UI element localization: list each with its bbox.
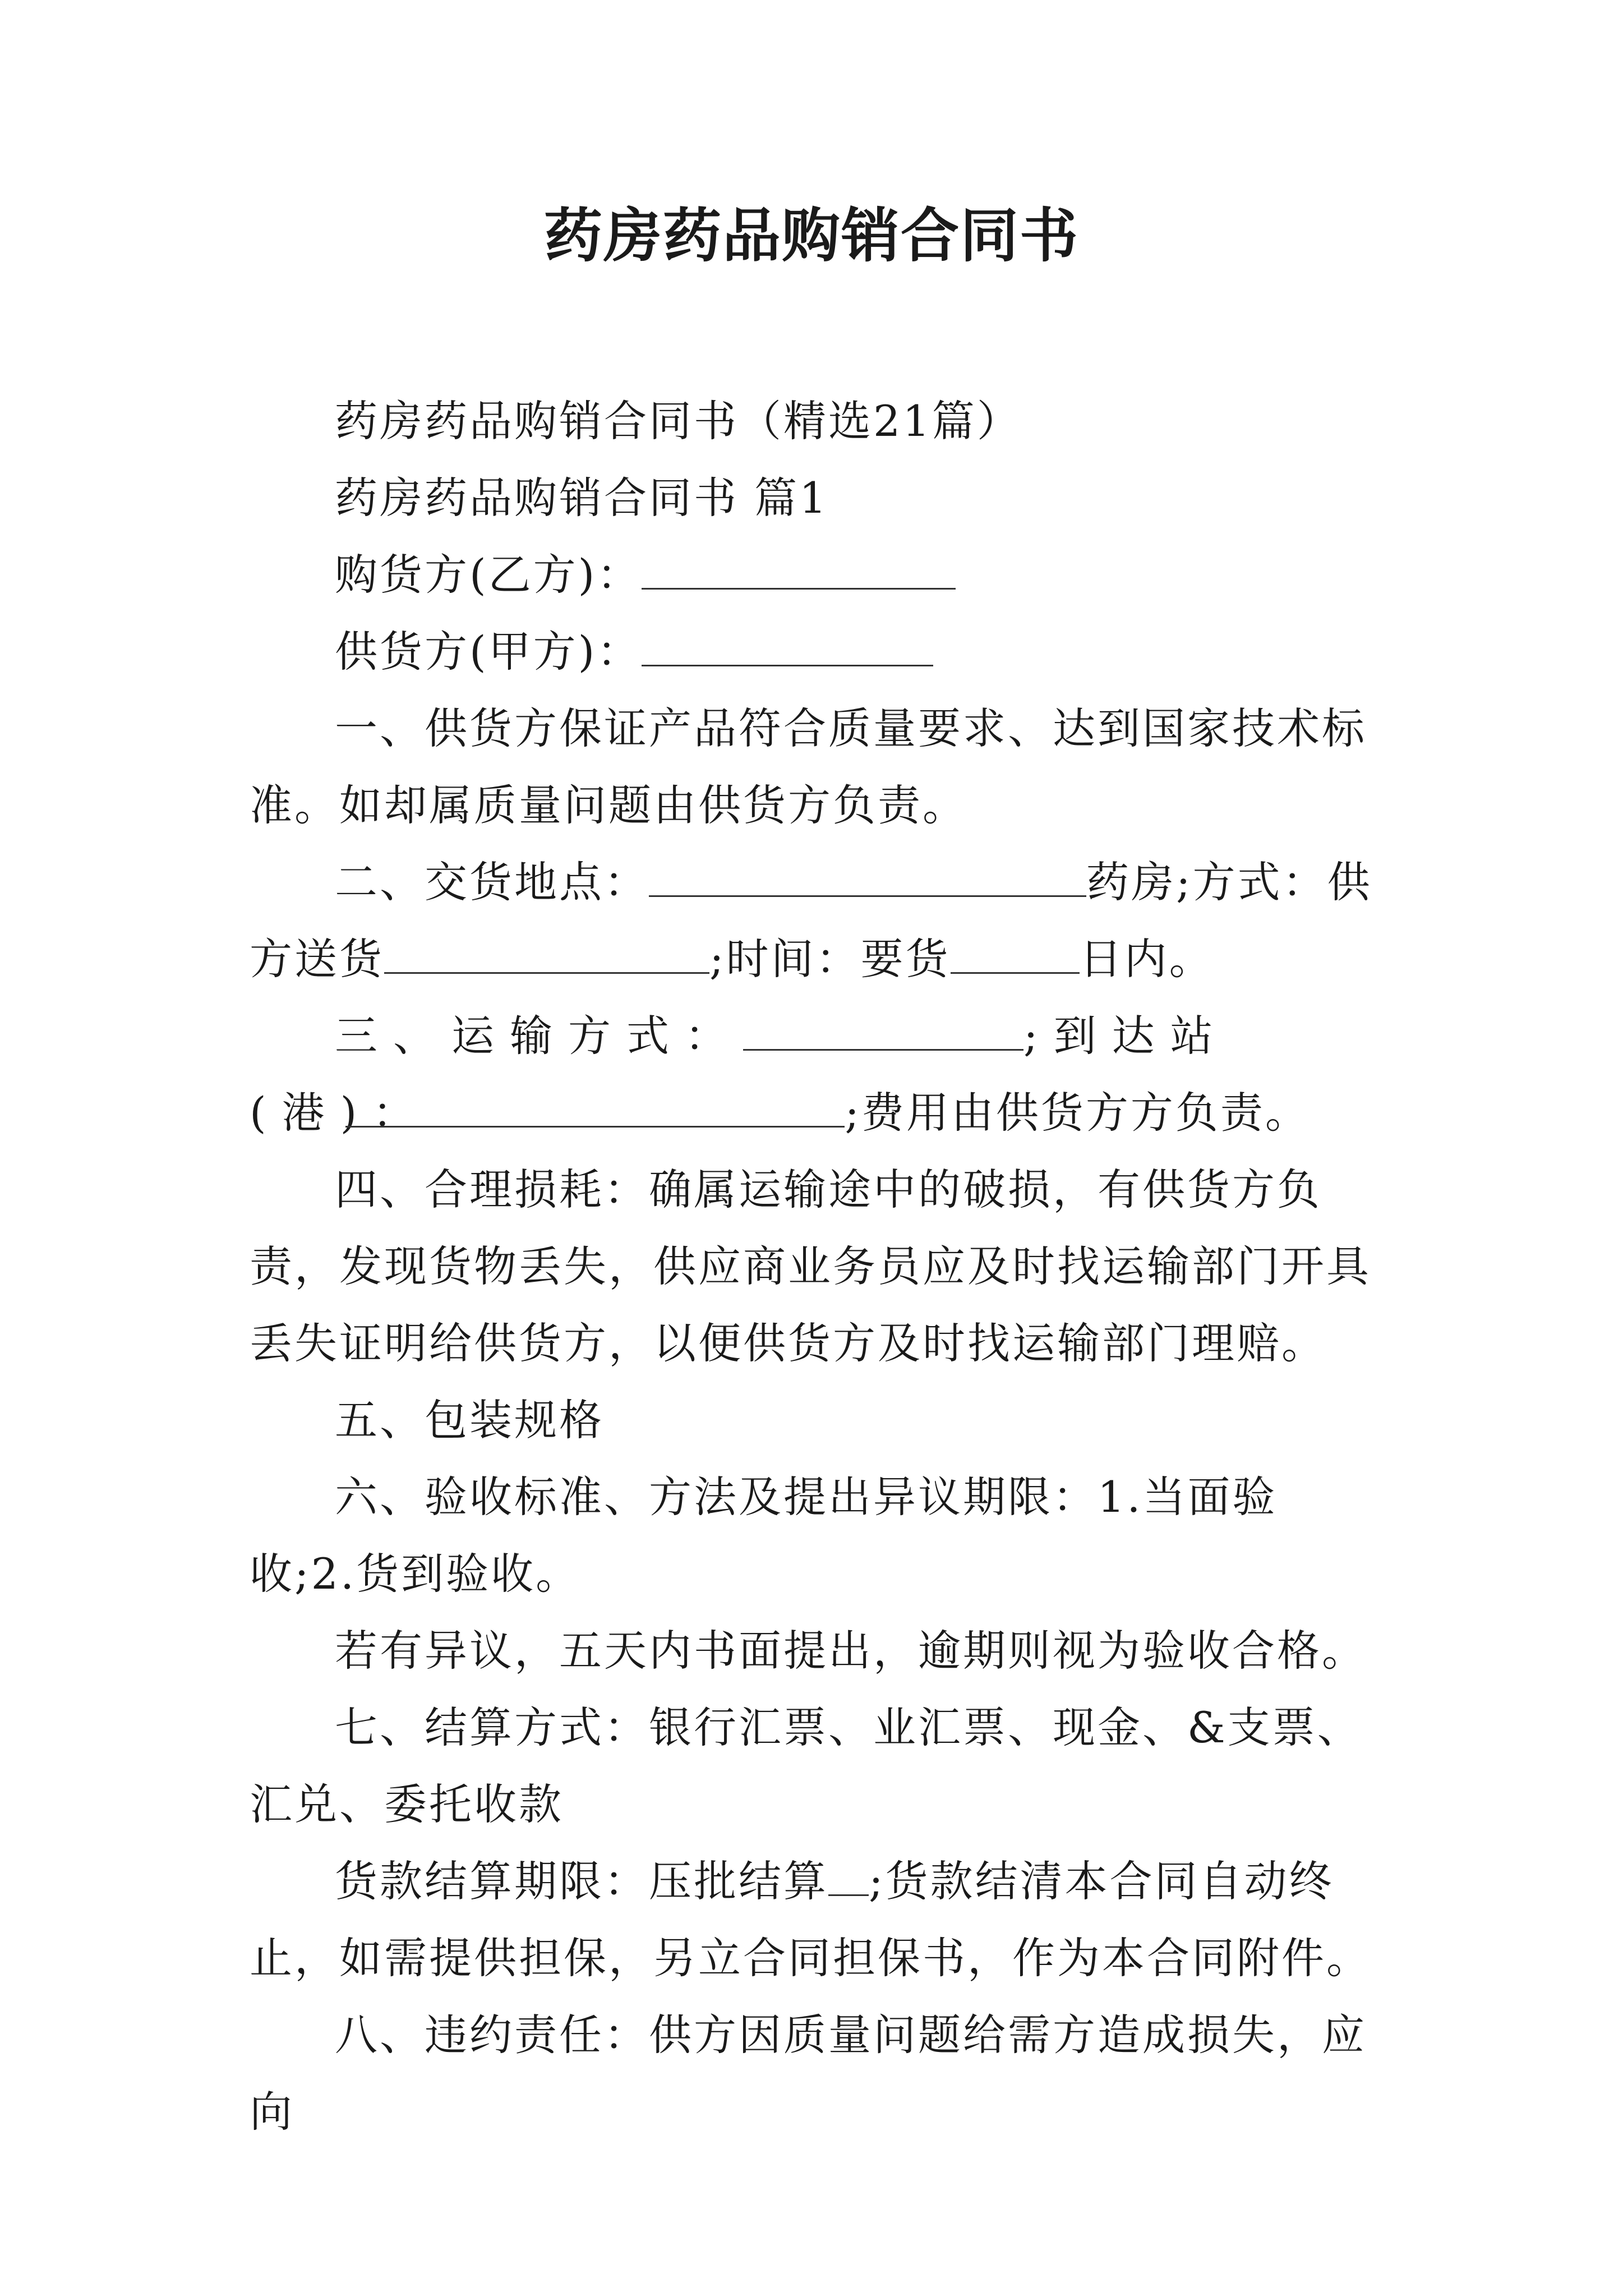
clause-6-note: 若有异议，五天内书面提出，逾期则视为验收合格。 bbox=[335, 1626, 1367, 1676]
supplier-blank bbox=[642, 621, 933, 666]
clause-8: 八、违约责任：供方因质量问题给需方造成损失，应向 bbox=[250, 2010, 1367, 2137]
clause-3 bbox=[250, 997, 1377, 1151]
clause-2-a: 二、交货地点： bbox=[335, 857, 649, 907]
payment-term-b: ;货款结清本合同自动终止，如需提供担保，另立合同担保书，作为本合同附件。 bbox=[250, 1856, 1371, 1983]
clause-3-c: ;费用由供货方方负责。 bbox=[845, 1088, 1310, 1138]
clause-4: 四、合理损耗：确属运输途中的破损，有供货方负责，发现货物丢失，供应商业务员应及时找运输部门开具丢失证明给供货方，以便供货方及时找运输部门理赔。 bbox=[250, 1165, 1371, 1368]
arrival-station-blank bbox=[345, 1082, 845, 1128]
clause-7: 七、结算方式：银行汇票、业汇票、现金、&支票、汇兑、委托收款 bbox=[250, 1703, 1362, 1829]
document-title: 药房药品购销合同书 bbox=[543, 201, 1079, 270]
clause-2-c: ;时间：要货 bbox=[709, 934, 951, 984]
supplier-label: 供货方(甲方)： bbox=[335, 627, 642, 677]
delivery-location-blank bbox=[649, 852, 1086, 897]
buyer-line bbox=[250, 536, 1377, 613]
payment-blank bbox=[828, 1851, 869, 1896]
document-subtitle: 药房药品购销合同书（精选21篇） bbox=[335, 396, 1022, 446]
supplier-line bbox=[250, 613, 1377, 690]
clause-1: 一、供货方保证产品符合质量要求、达到国家技术标准。如却属质量问题由供货方负责。 bbox=[250, 703, 1367, 830]
clause-3-a: 三、运输方式： bbox=[335, 1011, 743, 1061]
delivery-days-blank bbox=[951, 928, 1080, 974]
buyer-label: 购货方(乙方)： bbox=[335, 550, 642, 600]
clause-5: 五、包装规格 bbox=[335, 1395, 604, 1445]
chapter-heading: 药房药品购销合同书 篇1 bbox=[335, 473, 829, 523]
clause-3-b: ;到达站(港)： bbox=[250, 1011, 1229, 1138]
clause-6: 六、验收标准、方法及提出异议期限：1.当面验收;2.货到验收。 bbox=[250, 1472, 1278, 1599]
delivery-method-blank bbox=[384, 928, 709, 974]
clause-2-d: 日内。 bbox=[1079, 934, 1214, 984]
transport-method-blank bbox=[743, 1005, 1023, 1051]
clause-2-b: 药房;方式：供方送货 bbox=[250, 857, 1372, 984]
payment-term-a: 货款结算期限：压批结算 bbox=[335, 1856, 828, 1906]
buyer-blank bbox=[642, 544, 956, 590]
payment-term bbox=[250, 1843, 1377, 1996]
clause-2 bbox=[250, 844, 1377, 997]
document-body bbox=[250, 383, 1377, 2150]
